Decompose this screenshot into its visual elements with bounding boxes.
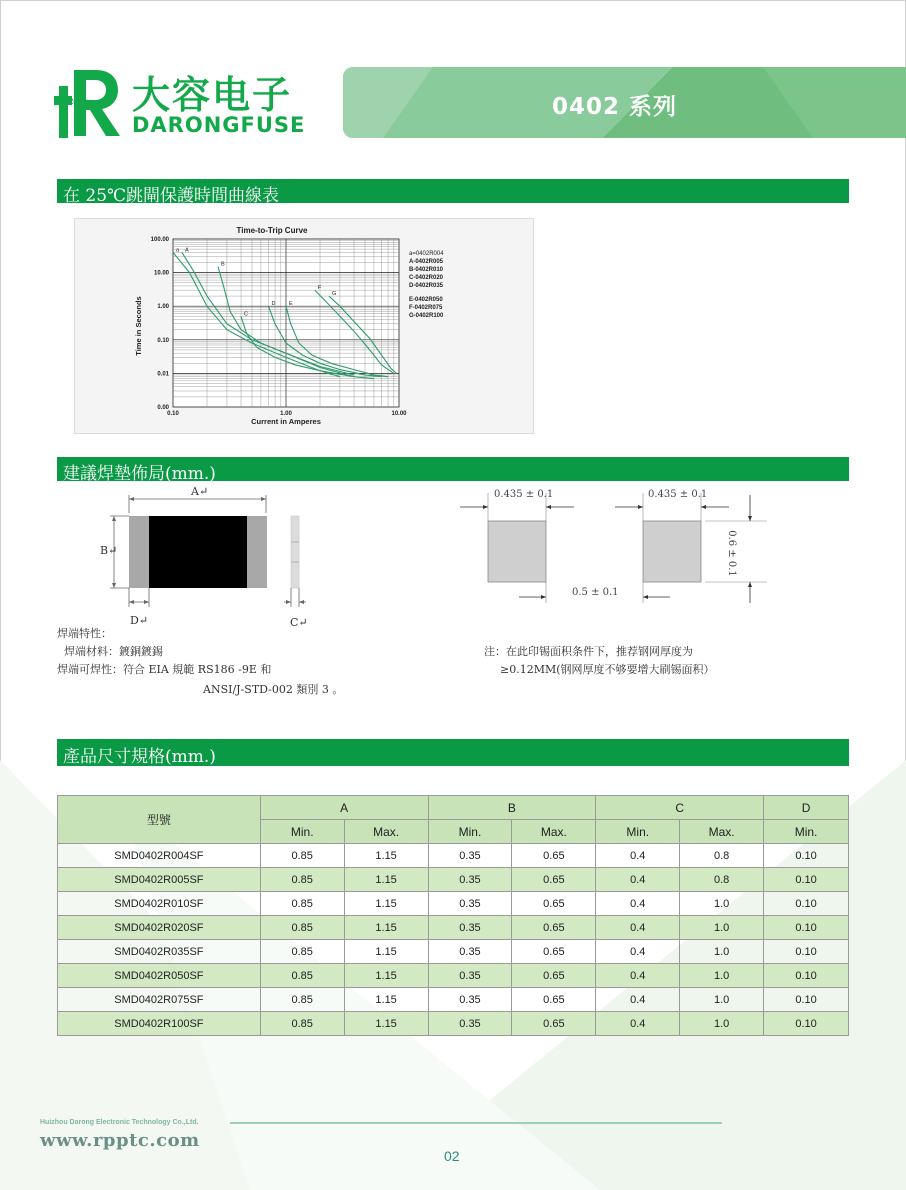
section-title-dims: 產品尺寸規格(mm.) [63, 747, 216, 767]
value-cell: 0.10 [764, 964, 849, 988]
table-row [58, 988, 849, 1012]
y-tick-label: 100.00 [150, 237, 169, 243]
value-cell: 0.4 [596, 1012, 680, 1036]
value-cell: 0.65 [512, 868, 596, 892]
value-cell: 0.4 [596, 988, 680, 1012]
value-cell: 1.15 [344, 916, 428, 940]
solderability: 焊端可焊性：符合 EIA 規範 RS186 -9E 和 [57, 663, 272, 676]
model-cell: SMD0402R100SF [58, 1012, 261, 1036]
legend-entry: C-0402R020 [409, 275, 444, 281]
value-cell: 0.35 [428, 940, 512, 964]
value-cell: 0.85 [260, 844, 344, 868]
value-cell: 0.4 [596, 868, 680, 892]
value-cell: 0.4 [596, 964, 680, 988]
value-cell: 0.10 [764, 844, 849, 868]
value-cell: 0.85 [260, 868, 344, 892]
series-title: 0402 系列 [552, 94, 678, 120]
value-cell: 0.35 [428, 868, 512, 892]
dimension-table-body [58, 844, 849, 1036]
footer-company: Huizhou Darong Electronic Technology Co.,Ltd. [40, 1119, 199, 1126]
value-cell: 0.10 [764, 892, 849, 916]
value-cell: 1.15 [344, 892, 428, 916]
chart-panel [74, 218, 534, 434]
terminal-title: 焊端特性： [57, 627, 112, 640]
legend-entry: A-0402R005 [409, 259, 444, 265]
table-row [58, 940, 849, 964]
logo-small-text: Da Rong [55, 97, 88, 106]
x-tick-label: 10.00 [391, 411, 407, 417]
legend-entry: G-0402R100 [409, 313, 444, 319]
page-number: 02 [444, 1148, 460, 1164]
value-cell: 0.4 [596, 916, 680, 940]
footer-url[interactable]: www.rpptc.com [40, 1130, 200, 1151]
value-cell: 0.4 [596, 844, 680, 868]
legend-entry: a=0402R004 [409, 251, 444, 257]
header-max: Max. [680, 820, 764, 844]
value-cell: 0.85 [260, 988, 344, 1012]
value-cell: 1.0 [680, 916, 764, 940]
series-label-G: G [331, 291, 337, 298]
value-cell: 0.4 [596, 892, 680, 916]
chip-dimension-drawing [100, 485, 320, 630]
table-row [58, 1012, 849, 1036]
value-cell: 0.65 [512, 1012, 596, 1036]
table-row [58, 844, 849, 868]
value-cell: 0.65 [512, 964, 596, 988]
dim-right-pad: 0.435 ± 0.1 [648, 489, 708, 500]
header-group-c: C [596, 796, 764, 820]
value-cell: 1.15 [344, 844, 428, 868]
series-label-A: A [184, 247, 189, 254]
header-min: Min. [260, 820, 344, 844]
legend-entry: F-0402R075 [409, 305, 443, 311]
logo-english: DARONGFUSE [132, 113, 306, 137]
x-tick-label: 1.00 [280, 411, 292, 417]
chart-x-label: Current in Amperes [251, 417, 321, 426]
table-row [58, 916, 849, 940]
model-cell: SMD0402R004SF [58, 844, 261, 868]
series-label-C: C [244, 311, 249, 318]
value-cell: 0.8 [680, 868, 764, 892]
model-cell: SMD0402R035SF [58, 940, 261, 964]
value-cell: 0.10 [764, 940, 849, 964]
value-cell: 0.85 [260, 892, 344, 916]
header-max: Max. [344, 820, 428, 844]
series-label-a: a [176, 247, 180, 254]
model-cell: SMD0402R005SF [58, 868, 261, 892]
header-group-a: A [260, 796, 428, 820]
value-cell: 0.10 [764, 916, 849, 940]
value-cell: 0.10 [764, 868, 849, 892]
value-cell: 1.15 [344, 940, 428, 964]
value-cell: 1.15 [344, 868, 428, 892]
model-cell: SMD0402R010SF [58, 892, 261, 916]
legend-entry: D-0402R035 [409, 283, 444, 289]
value-cell: 0.65 [512, 940, 596, 964]
value-cell: 0.65 [512, 988, 596, 1012]
chart-grid [173, 239, 399, 407]
y-tick-label: 1.00 [157, 304, 169, 311]
header-max: Max. [512, 820, 596, 844]
value-cell: 0.35 [428, 1012, 512, 1036]
stencil-note-2: ≥0.12MM(钢网厚度不够要增大刷锡面积） [500, 663, 715, 676]
table-row [58, 892, 849, 916]
value-cell: 0.85 [260, 940, 344, 964]
value-cell: 0.65 [512, 916, 596, 940]
section-title-curve: 在 25℃跳閘保護時間曲線表 [63, 186, 280, 206]
series-label-F: F [317, 285, 322, 292]
chart-title: Time-to-Trip Curve [236, 226, 308, 235]
series-label-B: B [220, 261, 225, 268]
value-cell: 1.15 [344, 988, 428, 1012]
value-cell: 1.0 [680, 892, 764, 916]
series-label-E: E [289, 301, 293, 308]
legend-entry: B-0402R010 [409, 267, 444, 273]
value-cell: 1.0 [680, 940, 764, 964]
model-cell: SMD0402R075SF [58, 988, 261, 1012]
value-cell: 0.65 [512, 892, 596, 916]
value-cell: 0.85 [260, 916, 344, 940]
value-cell: 1.0 [680, 1012, 764, 1036]
dim-label-c: C↵ [290, 616, 308, 629]
model-cell: SMD0402R050SF [58, 964, 261, 988]
value-cell: 0.35 [428, 844, 512, 868]
value-cell: 0.35 [428, 964, 512, 988]
dim-label-d: D↵ [130, 614, 149, 627]
terminal-material: 焊端材料：鍍銅鍍錫 [64, 645, 163, 658]
value-cell: 1.0 [680, 988, 764, 1012]
value-cell: 0.10 [764, 1012, 849, 1036]
value-cell: 1.15 [344, 964, 428, 988]
stencil-note: 注：在此印锡面积条件下，推荐钢网厚度为 [484, 645, 693, 658]
chart-y-ticks [151, 237, 170, 411]
value-cell: 0.35 [428, 988, 512, 1012]
chart-y-label: Time in Seconds [134, 296, 143, 356]
section-bar-dims [57, 739, 849, 766]
dim-gap: 0.5 ± 0.1 [572, 587, 619, 598]
y-tick-label: 0.00 [157, 405, 169, 411]
table-row [58, 868, 849, 892]
chart-legend [409, 251, 444, 319]
header-min: Min. [596, 820, 680, 844]
value-cell: 0.8 [680, 844, 764, 868]
logo-chinese: 大容电子 [132, 73, 293, 117]
value-cell: 0.35 [428, 916, 512, 940]
y-tick-label: 0.10 [157, 337, 169, 344]
x-tick-label: 0.10 [167, 411, 179, 417]
model-cell: SMD0402R020SF [58, 916, 261, 940]
solderability-2: ANSI/J-STD-002 類別 3 。 [203, 683, 344, 696]
legend-entry: E-0402R050 [409, 297, 443, 303]
section-bar-pad [57, 457, 849, 484]
dim-height: 0.6 ± 0.1 [725, 530, 737, 577]
dim-label-a: A↵ [191, 485, 209, 498]
y-tick-label: 0.01 [157, 371, 169, 378]
section-title-pad: 建議焊墊佈局(mm.) [63, 464, 216, 484]
dimension-table [57, 795, 849, 1036]
value-cell: 0.85 [260, 964, 344, 988]
value-cell: 0.4 [596, 940, 680, 964]
header-min: Min. [764, 820, 849, 844]
y-tick-label: 10.00 [153, 270, 169, 277]
value-cell: 0.65 [512, 844, 596, 868]
footer-divider [230, 1122, 722, 1124]
value-cell: 0.85 [260, 1012, 344, 1036]
dim-left-pad: 0.435 ± 0.1 [494, 489, 554, 500]
header-group-d: D [764, 796, 849, 820]
header-min: Min. [428, 820, 512, 844]
header-group-b: B [428, 796, 596, 820]
series-label-D: D [271, 301, 276, 308]
value-cell: 1.15 [344, 1012, 428, 1036]
section-bar-curve [57, 179, 849, 206]
value-cell: 0.10 [764, 988, 849, 1012]
header-model: 型號 [58, 796, 261, 844]
table-row [58, 964, 849, 988]
dim-label-b: B↵ [100, 544, 118, 557]
value-cell: 1.0 [680, 964, 764, 988]
value-cell: 0.35 [428, 892, 512, 916]
time-to-trip-chart [75, 219, 533, 433]
